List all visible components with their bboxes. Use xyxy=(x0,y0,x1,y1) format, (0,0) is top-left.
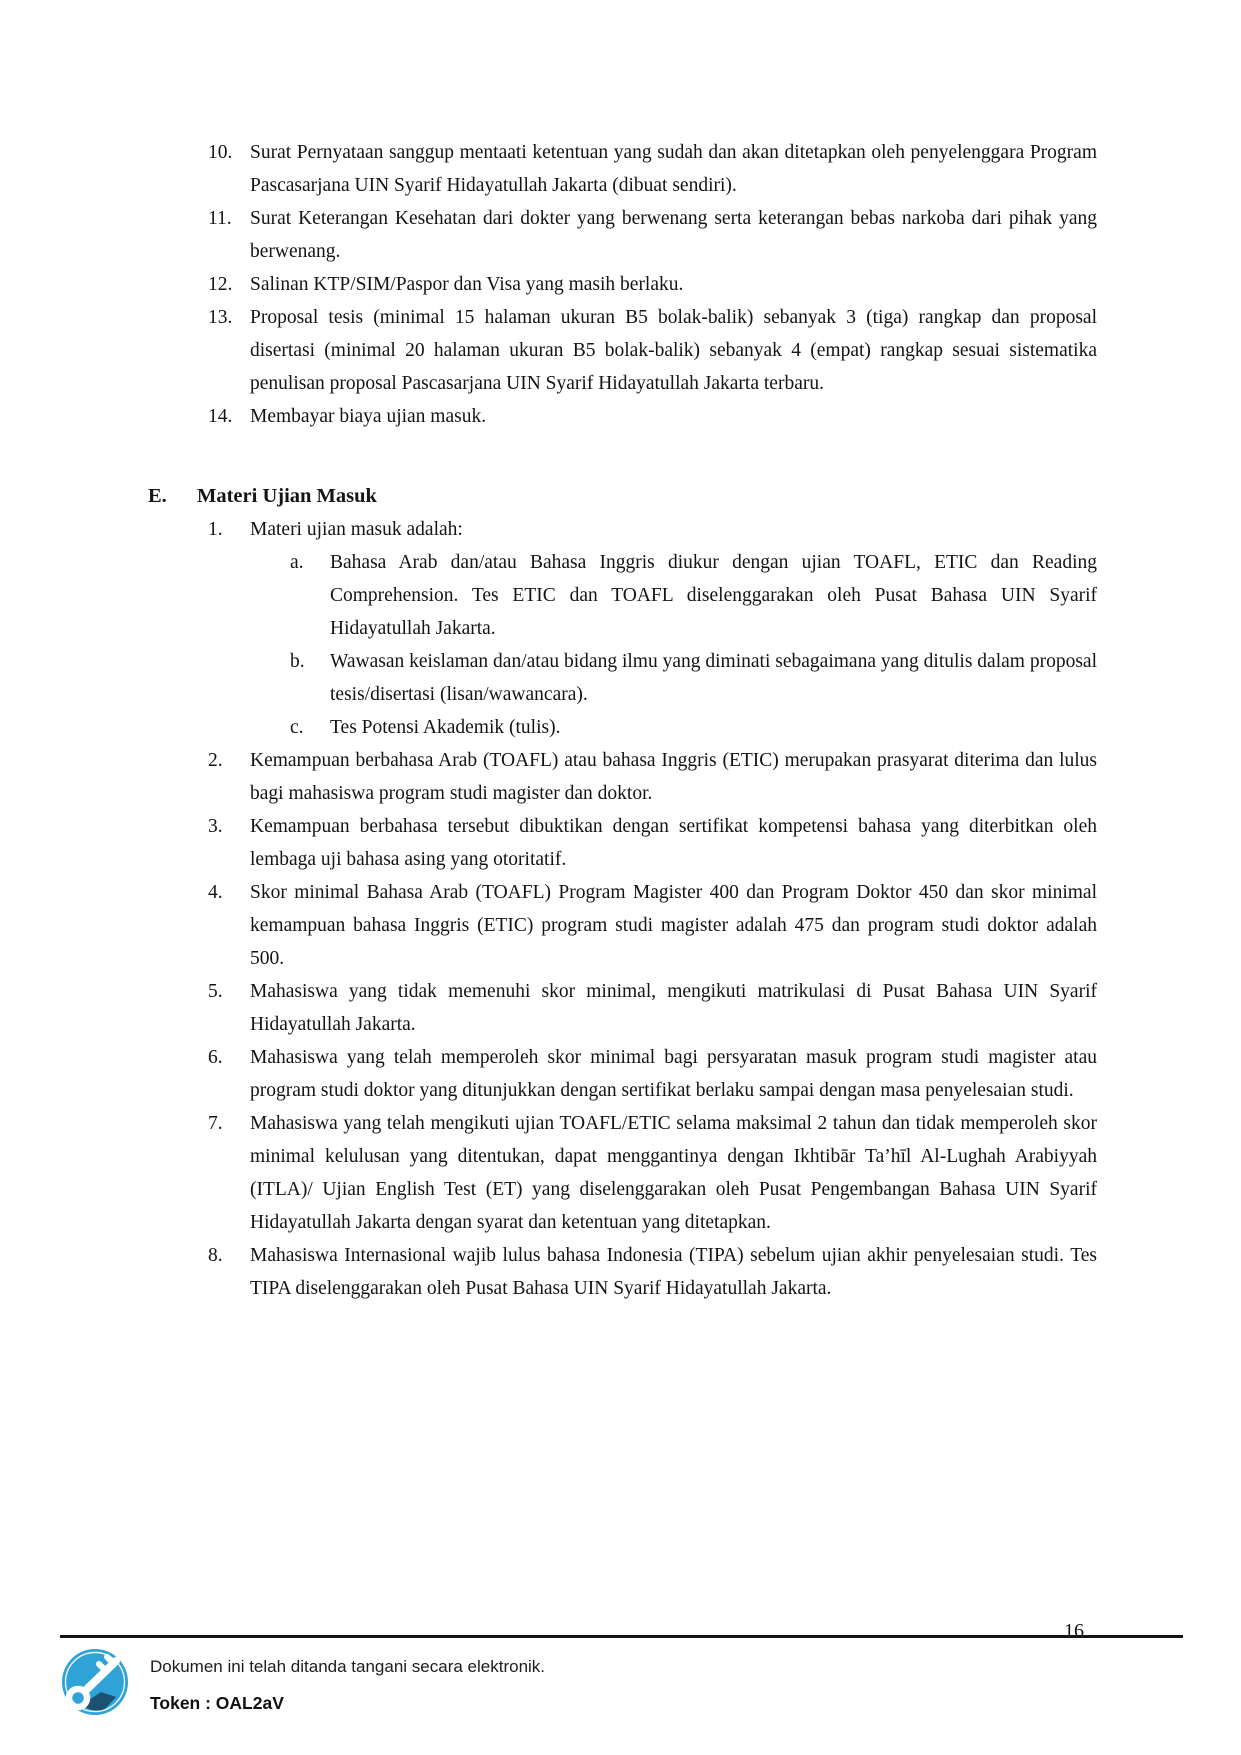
list-item-body: Skor minimal Bahasa Arab (TOAFL) Program Magister 400 dan Program Doktor 450 dan skor minimal kemampuan bahasa Inggris (ETIC) program studi magister adalah 475 dan program studi doktor adalah 500. xyxy=(250,882,1097,969)
list-item-text: Surat Keterangan Kesehatan dari dokter yang berwenang serta keterangan bebas narkoba dari pihak yang berwenang. xyxy=(250,208,1097,262)
list-item-body: Mahasiswa yang telah mengikuti ujian TOAFL/ETIC selama maksimal 2 tahun dan tidak memperoleh skor minimal kelulusan yang ditentukan, dapat menggantinya dengan Ikhtibār Ta’hīl Al-Lughah Arabiyyah (ITLA)/ Ujian English Test (ET) yang diselenggarakan oleh Pusat Pengembangan Bahasa UIN Syarif Hidayatullah Jakarta dengan syarat dan ketentuan yang ditetapkan. xyxy=(250,1113,1097,1233)
section-list xyxy=(208,513,1097,1305)
sub-list-item-text: Tes Potensi Akademik (tulis). xyxy=(330,717,561,738)
requirements-list xyxy=(208,136,1097,433)
sub-list xyxy=(290,546,1097,744)
sub-list-item xyxy=(290,711,1097,744)
list-item-text: Salinan KTP/SIM/Paspor dan Visa yang masih berlaku. xyxy=(250,274,684,295)
section-title: Materi Ujian Masuk xyxy=(197,485,377,507)
list-item xyxy=(208,744,1097,810)
list-item xyxy=(208,975,1097,1041)
list-item xyxy=(208,202,1097,268)
section-label: E. xyxy=(148,485,167,507)
list-item-text: Proposal tesis (minimal 15 halaman ukuran B5 bolak-balik) sebanyak 3 (tiga) rangkap dan proposal disertasi (minimal 20 halaman ukuran B5 bolak-balik) sebanyak 4 (empat) rangkap sesuai sistematika penulisan proposal Pascasarjana UIN Syarif Hidayatullah Jakarta terbaru. xyxy=(250,307,1097,394)
list-marker: 10. xyxy=(208,142,233,163)
list-item-text xyxy=(250,810,1097,876)
list-marker: 3. xyxy=(208,816,223,837)
section-heading xyxy=(148,480,1097,513)
list-item-text xyxy=(250,975,1097,1041)
list-item xyxy=(208,1239,1097,1305)
list-item xyxy=(208,268,1097,301)
list-item-body: Kemampuan berbahasa tersebut dibuktikan dengan sertifikat kompetensi bahasa yang diterbitkan oleh lembaga uji bahasa asing yang otoritatif. xyxy=(250,816,1097,870)
list-item-text xyxy=(250,513,1097,744)
list-item-text xyxy=(250,1239,1097,1305)
list-marker: 7. xyxy=(208,1113,223,1134)
list-item-text: Membayar biaya ujian masuk. xyxy=(250,406,487,427)
list-item xyxy=(208,136,1097,202)
list-item-body: Mahasiswa yang tidak memenuhi skor minimal, mengikuti matrikulasi di Pusat Bahasa UIN Syarif Hidayatullah Jakarta. xyxy=(250,981,1097,1035)
signature-note: Dokumen ini telah ditanda tangani secara elektronik. xyxy=(150,1657,546,1676)
list-marker: 6. xyxy=(208,1047,223,1068)
list-item xyxy=(208,1041,1097,1107)
sub-list-item-text: Bahasa Arab dan/atau Bahasa Inggris diukur dengan ujian TOAFL, ETIC dan Reading Comprehension. Tes ETIC dan TOAFL diselenggarakan oleh Pusat Bahasa UIN Syarif Hidayatullah Jakarta. xyxy=(330,552,1097,639)
signature-token: Token : OAL2aV xyxy=(150,1693,284,1713)
list-marker: 4. xyxy=(208,882,223,903)
list-marker: 1. xyxy=(208,519,223,540)
list-item-body: Mahasiswa Internasional wajib lulus bahasa Indonesia (TIPA) sebelum ujian akhir penyelesaian studi. Tes TIPA diselenggarakan oleh Pusat Bahasa UIN Syarif Hidayatullah Jakarta. xyxy=(250,1245,1097,1299)
sub-list-marker: c. xyxy=(290,717,304,738)
key-icon xyxy=(61,1648,129,1716)
sub-list-marker: b. xyxy=(290,651,305,672)
page-number: 16 xyxy=(1064,1620,1084,1642)
list-item xyxy=(208,513,1097,744)
sub-list-item-text: Wawasan keislaman dan/atau bidang ilmu yang diminati sebagaimana yang ditulis dalam proposal tesis/disertasi (lisan/wawancara). xyxy=(330,651,1097,705)
list-item-text xyxy=(250,876,1097,975)
list-marker: 2. xyxy=(208,750,223,771)
list-marker: 8. xyxy=(208,1245,223,1266)
list-item xyxy=(208,876,1097,975)
list-item xyxy=(208,1107,1097,1239)
list-marker: 14. xyxy=(208,406,233,427)
list-item-text xyxy=(250,1041,1097,1107)
list-item xyxy=(208,301,1097,400)
list-item-body: Materi ujian masuk adalah: xyxy=(250,519,463,540)
list-item-body: Mahasiswa yang telah memperoleh skor minimal bagi persyaratan masuk program studi magister atau program studi doktor yang ditunjukkan dengan sertifikat berlaku sampai dengan masa penyelesaian studi. xyxy=(250,1047,1097,1101)
list-item-text: Surat Pernyataan sanggup mentaati ketentuan yang sudah dan akan ditetapkan oleh penyelenggara Program Pascasarjana UIN Syarif Hidayatullah Jakarta (dibuat sendiri). xyxy=(250,142,1097,196)
list-item-body: Kemampuan berbahasa Arab (TOAFL) atau bahasa Inggris (ETIC) merupakan prasyarat diterima dan lulus bagi mahasiswa program studi magister dan doktor. xyxy=(250,750,1097,804)
document-body xyxy=(148,136,1097,1305)
sub-list-marker: a. xyxy=(290,552,304,573)
list-marker: 11. xyxy=(208,208,232,229)
sub-list-item xyxy=(290,546,1097,645)
footer-rule xyxy=(60,1635,1183,1638)
list-marker: 13. xyxy=(208,307,233,328)
sub-list-item xyxy=(290,645,1097,711)
list-item-text xyxy=(250,1107,1097,1239)
list-marker: 12. xyxy=(208,274,233,295)
list-item xyxy=(208,810,1097,876)
list-item xyxy=(208,400,1097,433)
list-marker: 5. xyxy=(208,981,223,1002)
list-item-text xyxy=(250,744,1097,810)
